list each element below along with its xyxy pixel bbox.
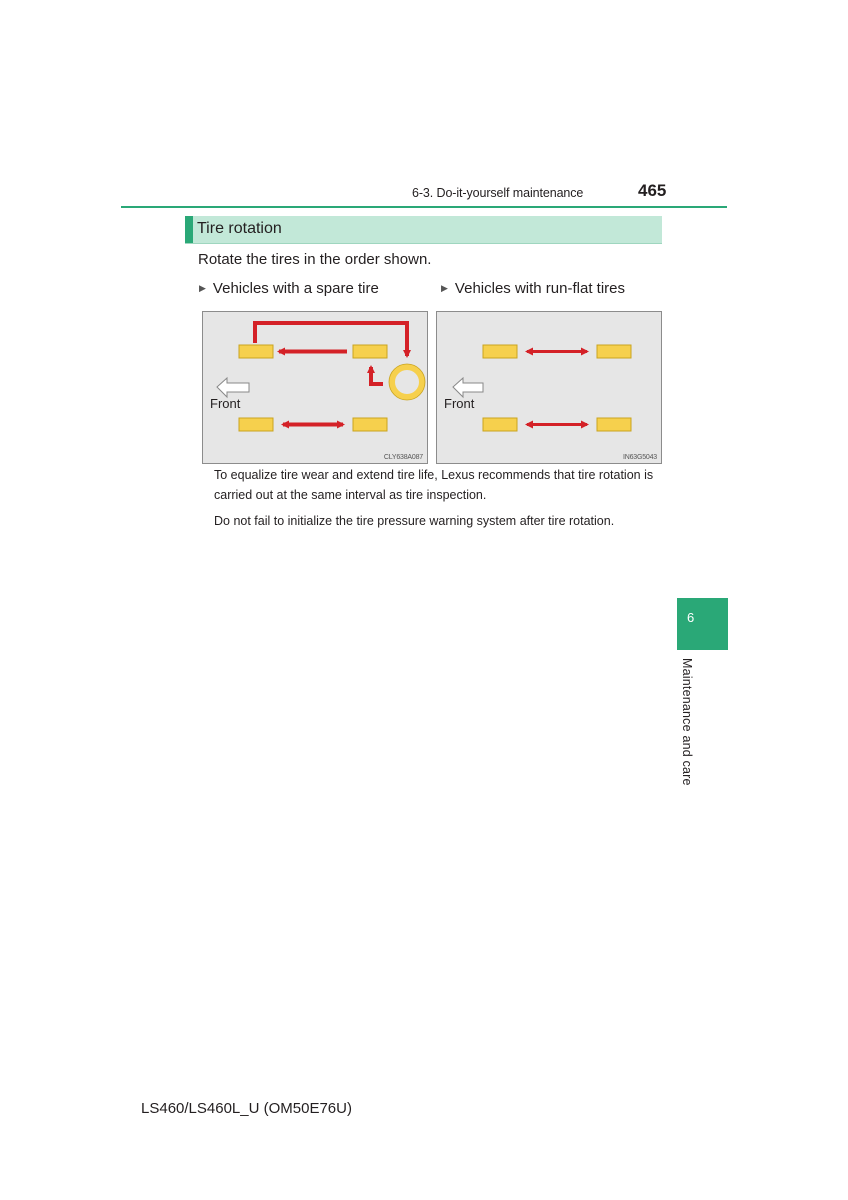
front-label: Front [444,396,475,411]
chapter-tab-label: Maintenance and care [680,658,694,786]
caption-spare-tire-text: Vehicles with a spare tire [212,280,379,297]
front-label: Front [210,396,241,411]
run-flat-diagram [437,312,663,465]
figure-run-flat-rotation [436,311,662,464]
note-tire-wear: To equalize tire wear and extend tire life, Lexus recommends that tire rotation is carried out at the same interval as tire inspection. [214,468,654,502]
tire-rear-right [353,418,387,431]
front-arrow-icon [217,378,249,397]
header-divider [121,206,727,208]
figure-spare-tire-rotation [202,311,428,464]
section-heading [185,216,662,244]
tire-rear-left [353,345,387,358]
tire-front-left [483,345,517,358]
chapter-tab [677,598,728,650]
section-heading-text: Tire rotation [197,220,282,237]
page-number: 465 [638,181,667,200]
note-tpws-initialize: Do not fail to initialize the tire pressure warning system after tire rotation. [214,514,615,528]
arrow-spare-to-rear [371,367,383,384]
bullet-triangle-icon: ▶ [199,283,206,293]
intro-text: Rotate the tires in the order shown. [198,251,432,268]
figure-code: CLY638A087 [383,454,423,461]
tire-front-right [239,418,273,431]
spare-tire-diagram [203,312,429,465]
tire-rear-left [597,345,631,358]
footer-model-code: LS460/LS460L_U (OM50E76U) [141,1100,352,1117]
section-heading-accent-bar [185,216,193,243]
caption-spare-tire [199,280,379,297]
tire-rear-right [597,418,631,431]
tire-front-right [483,418,517,431]
bullet-triangle-icon: ▶ [441,283,448,293]
header-section-title: 6-3. Do-it-yourself maintenance [412,186,584,200]
spare-tire [392,367,422,397]
front-arrow-icon [453,378,483,397]
caption-run-flat-text: Vehicles with run-flat tires [454,280,625,297]
chapter-tab-number: 6 [687,610,695,625]
figure-code: IN63G5043 [622,454,657,461]
tire-front-left [239,345,273,358]
caption-run-flat [441,280,625,297]
